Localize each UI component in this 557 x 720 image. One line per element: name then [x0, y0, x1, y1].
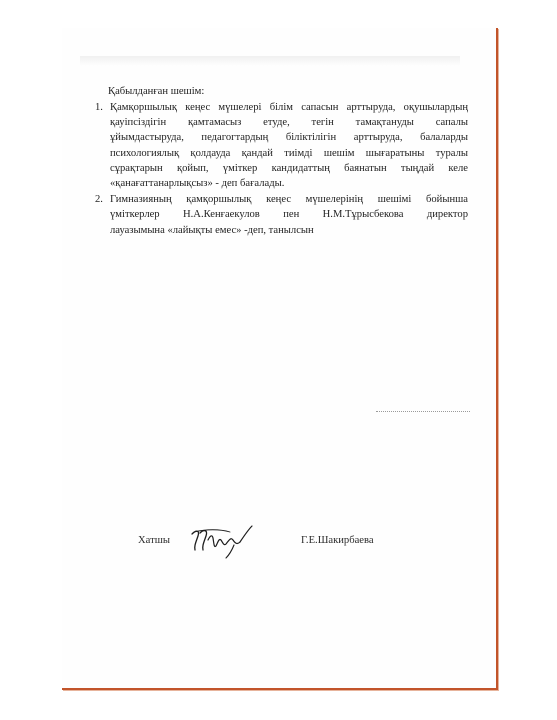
item-text-line: ұйымдастыруда, педагогтардың біліктілігін арттыруда, балаларды [110, 132, 468, 144]
decision-heading: Қабылданған шешім: [108, 86, 205, 97]
secretary-name: Г.Е.Шакирбаева [301, 535, 374, 546]
item-text-line: сұрақтарын қойып, үміткер кандидаттың баянатын тыңдай келе [110, 162, 468, 174]
secretary-label: Хатшы [138, 535, 170, 546]
item-text-line: «қанағаттанарлықсыз» - деп бағалады. [110, 178, 285, 190]
item-text-line: лауазымына «лайықты емес» -деп, танылсын [110, 224, 314, 236]
item-number: 2. [95, 194, 103, 206]
decision-list [88, 100, 468, 238]
item-text-line: үміткерлер Н.А.Кенғаекулов пен Н.М.Тұрысбекова директор [110, 209, 468, 221]
scan-shadow [80, 56, 460, 66]
item-text-line: Гимназияның қамқоршылық кеңес мүшелерінің шешімі бойынша [110, 194, 468, 206]
decision-item-2 [88, 192, 468, 238]
item-text-line: Қамқоршылық кеңес мүшелері білім сапасын арттыруда, оқушылардың [110, 102, 468, 113]
handwritten-signature [186, 520, 262, 560]
item-number: 1. [95, 102, 103, 113]
item-text-line: психологиялық қолдауда қандай тиімді шешім шығаратыны туралы [110, 147, 468, 159]
dotted-line [376, 411, 470, 412]
item-text-line: қауіпсіздігін қамтамасыз етуде, тегін тамақтануды сапалы [110, 117, 468, 129]
decision-item-1 [88, 100, 468, 191]
